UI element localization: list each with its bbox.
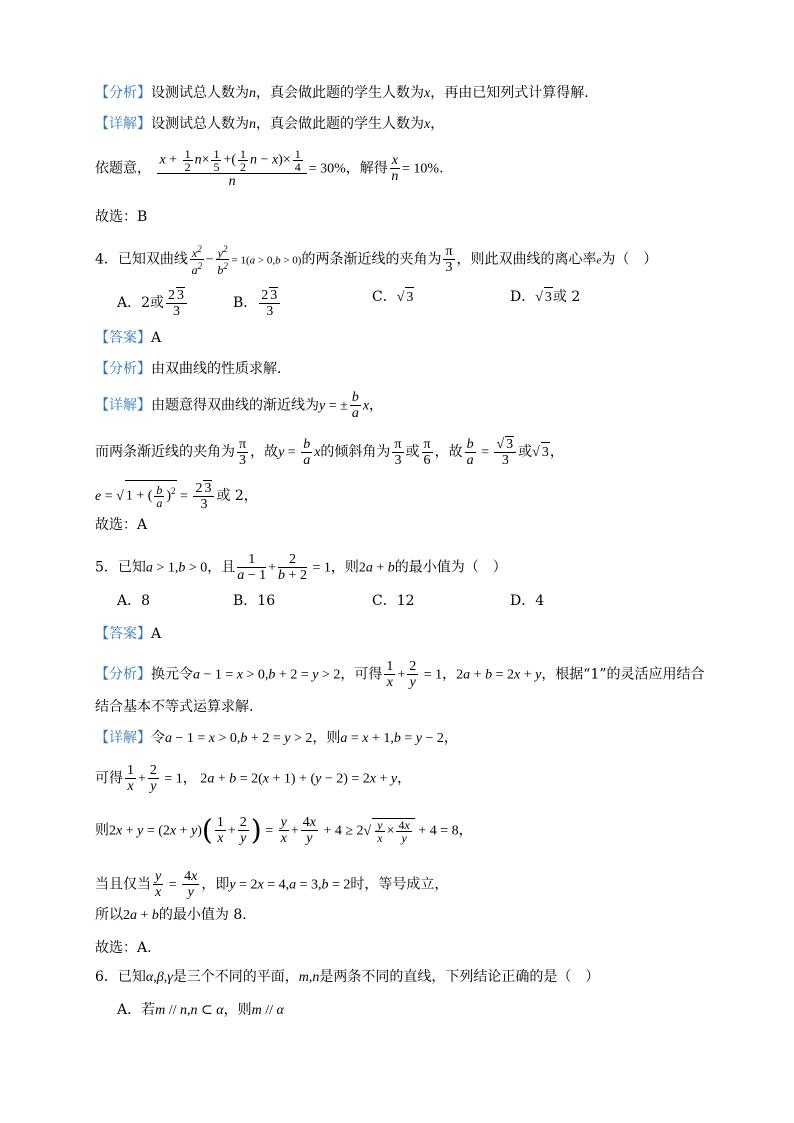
detail-line-q3: 【详解】设测试总人数为n，真会做此题的学生人数为x， [95,116,445,132]
q4-option-c: C．√ 3 [372,287,414,308]
detail-tag: 【详解】 [95,116,151,132]
q4-detail-3: e = √ 1 + ( $\frac{b}{a}$ )$^2$ = $\frac{2 3}{3}$ 或 2， [95,481,258,512]
q5-option-b: B．16 [233,593,276,609]
q5-answer: 【答案】A [95,626,162,642]
question-5: 5．已知a > 1,b > 0，且 $\frac{1}{a - 1}$ + $\frac{2}{b + 2}$ = 1，则2a + b的最小值为（ ） [95,552,507,583]
select-line-q3: 故选：B [95,209,148,225]
question-6: 6．已知α,β,γ是三个不同的平面，m,n是两条不同的直线，下列结论正确的是（ ） [95,969,600,985]
q5-detail-3: 则2x + y = (2x + y)( $\frac{1}{x}$ + $\frac{2}{y}$ ) = $\frac{y}{x}$ + $\frac{4x}{y}$ + 4 ≥ 2√ $\frac{y}{x}$ × $\frac{4x}{y}$ + 4 = 8， [95,813,473,847]
question-4: 4．已知双曲线 $\frac{x^2}{a^2}$ − $\frac{y^2}{b^2}$ = 1(a > 0,b > 0)的两条渐近线的夹角为 $\frac{\pi}{3}$ ，则此双曲线的离心率e为（ ） [95,244,658,277]
analysis-line-q3: 【分析】设测试总人数为n，真会做此题的学生人数为x，再由已知列式计算得解. [95,85,589,101]
q5-option-c: C．12 [372,593,415,609]
q4-option-d: D．√ 3或 2 [510,287,580,308]
equation-line-q3: 依题意， x + $\frac{1}{2}$ n× $\frac{1}{5}$ +( $\frac{1}{2}$ n − x)× $\frac{1}{4}$ n = 30%，解得 $\frac{x}{n}$ = 10%. [95,147,444,189]
q5-detail-4: 当且仅当 $\frac{y}{x}$ = $\frac{4x}{y}$ ，即y = 2x = 4,a = 3,b = 2时，等号成立， [95,869,449,900]
q5-option-a: A．8 [117,593,151,609]
q4-analysis: 【分析】由双曲线的性质求解． [95,361,291,377]
q5-analysis-1: 【分析】换元令a − 1 = x > 0,b + 2 = y > 2，可得 $\frac{1}{x}$ + $\frac{2}{y}$ = 1，2a + b = 2x + y，根据“1”的灵活应用结合 [95,659,705,690]
q4-option-b: B． $\frac{2 3}{3}$ [233,287,282,319]
q5-option-d: D．4 [510,593,545,609]
q4-option-a: A．2或 $\frac{2 3}{3}$ [117,287,189,319]
q6-option-a: A．若m // n,n ⊂ α，则m // α [117,1002,284,1018]
q5-analysis-2: 结合基本不等式运算求解. [95,699,254,715]
q5-detail-1: 【详解】令a − 1 = x > 0,b + 2 = y > 2，则a = x + 1,b = y − 2， [95,730,458,746]
q5-detail-5: 所以2a + b的最小值为 8. [95,907,247,923]
big-fraction: x + $\frac{1}{2}$ n× $\frac{1}{5}$ +( $\frac{1}{2}$ n − x)× $\frac{1}{4}$ n [157,148,306,189]
q4-answer: 【答案】A [95,330,162,346]
q4-detail-1: 【详解】由题意得双曲线的渐近线为y = ± $\frac{b}{a}$ x， [95,390,384,421]
q5-select: 故选：A. [95,940,152,956]
q5-detail-2: 可得 $\frac{1}{x}$ + $\frac{2}{y}$ = 1， 2a + b = 2(x + 1) + (y − 2) = 2x + y， [95,763,412,794]
analysis-tag: 【分析】 [95,85,151,101]
q4-select: 故选：A [95,517,148,533]
q4-detail-2: 而两条渐近线的夹角为 $\frac{\pi}{3}$ ，故y = $\frac{b}{a}$ x的倾斜角为 $\frac{\pi}{3}$ 或 $\frac{\pi}{6}$ ，故 $\frac{b}{a}$ = $\frac{√ 3}{3}$ 或√ 3， [95,436,564,468]
